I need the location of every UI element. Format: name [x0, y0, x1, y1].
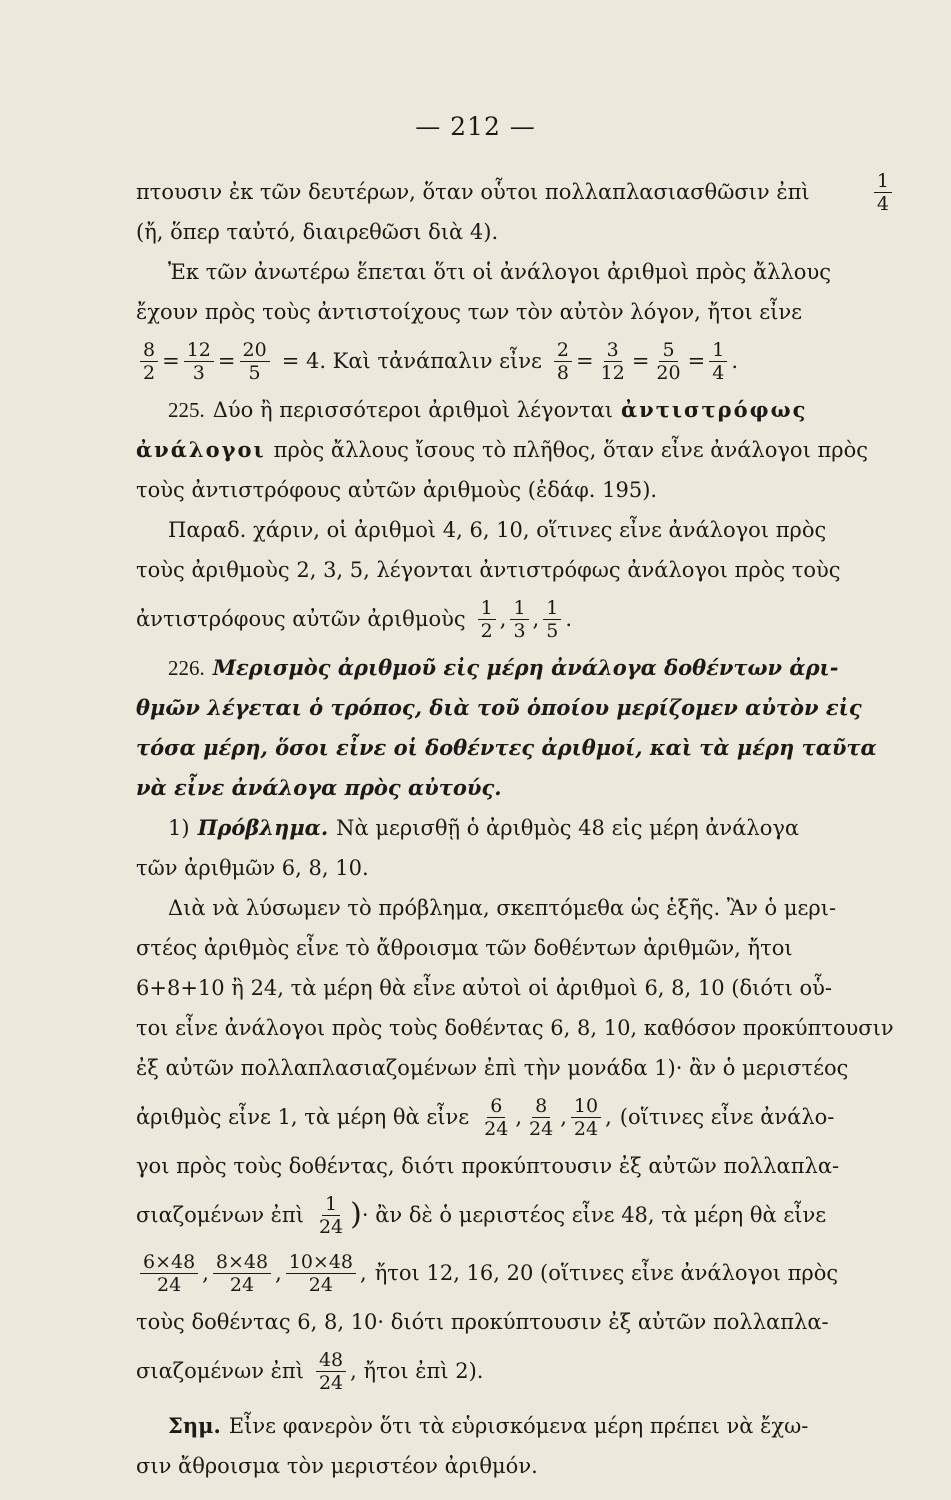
text-line: ἐξ αὐτῶν πολλαπλασιαζομένων ἐπὶ τὴν μονάδα 1)· ἂν ὁ μεριστέος — [136, 1056, 849, 1080]
equation-line: σιαζομένων ἐπὶ $\frac{1}{24}$ ) · ἂν δὲ ὁ μεριστέος εἶνε 48, τὰ μέρη θὰ εἶνε — [136, 1192, 827, 1238]
fraction: $\frac{2}{8}$ — [554, 339, 572, 384]
text-line: Παραδ. χάριν, οἱ ἀριθμοὶ 4, 6, 10, οἵτινες εἶνε ἀνάλογοι πρὸς — [168, 518, 827, 542]
fraction: $\frac{10}{24}$ — [571, 1095, 601, 1140]
fraction: $\frac{48}{24}$ — [316, 1349, 346, 1394]
fraction: $\frac{1}{2}$ — [478, 597, 496, 642]
fraction: $\frac{5}{20}$ — [656, 338, 681, 384]
text-line: τοὺς ἀριθμοὺς 2, 3, 5, λέγονται ἀντιστρόφως ἀνάλογοι πρὸς τοὺς — [136, 558, 841, 582]
text-line: ἔχουν πρὸς τοὺς ἀντιστοίχους των τὸν αὐτὸν λόγον, ἤτοι εἶνε — [136, 300, 803, 324]
text-line: νὰ εἶνε ἀνάλογα πρὸς αὐτούς. — [136, 775, 502, 800]
page-number: — 212 — — [415, 112, 536, 141]
text-line: τοὺς δοθέντας 6, 8, 10· διότι προκύπτουσιν ἐξ αὐτῶν πολλαπλα- — [136, 1310, 829, 1334]
text-line: ἀνάλογοι πρὸς ἄλλους ἴσους τὸ πλῆθος, ὅταν εἶνε ἀνάλογοι πρὸς — [136, 437, 869, 462]
text-line: Διὰ νὰ λύσωμεν τὸ πρόβλημα, σκεπτόμεθα ὡς ἑξῆς. Ἂν ὁ μερι- — [168, 896, 837, 920]
text-line: σιν ἄθροισμα τὸν μεριστέον ἀριθμόν. — [136, 1454, 538, 1478]
problem-heading: 1) Πρόβλημα. Νὰ μερισθῇ ὁ ἀριθμὸς 48 εἰς μέρη ἀνάλογα — [168, 815, 800, 840]
page-body — [136, 169, 896, 1486]
fraction: $\frac{1}{24}$ — [318, 1192, 344, 1238]
text-line: τοι εἶνε ἀνάλογοι πρὸς τοὺς δοθέντας 6, 8, 10, καθόσον προκύπτουσιν — [136, 1016, 894, 1040]
fraction: $\frac{10\times 48}{24}$ — [286, 1251, 356, 1296]
text-line: θμῶν λέγεται ὁ τρόπος, διὰ τοῦ ὁποίου μερίζομεν αὐτὸν εἰς — [136, 695, 862, 720]
text-line: 6+8+10 ἢ 24, τὰ μέρη θὰ εἶνε αὐτοὶ οἱ ἀριθμοὶ 6, 8, 10 (διότι οὗ- — [136, 976, 833, 1000]
line-text: πτουσιν ἐκ τῶν δευτέρων, ὅταν οὗτοι πολλαπλασιασθῶσιν ἐπὶ — [136, 180, 810, 204]
fraction: $\frac{20}{5}$ — [240, 339, 270, 384]
text-line: (ἤ, ὅπερ ταὐτό, διαιρεθῶσι διὰ 4). — [136, 220, 499, 244]
text-line: τόσα μέρη, ὅσοι εἶνε οἱ δοθέντες ἀριθμοί, καὶ τὰ μέρη ταῦτα — [136, 735, 877, 760]
fraction: $\frac{1}{4}$ — [709, 339, 727, 384]
equation-line: σιαζομένων ἐπὶ $\frac{48}{24}$ , ἤτοι ἐπὶ 2). — [136, 1348, 484, 1394]
fraction: $\frac{8}{24}$ — [529, 1094, 554, 1140]
fraction: $\frac{6}{24}$ — [484, 1094, 509, 1140]
text-line: στέος ἀριθμὸς εἶνε τὸ ἄθροισμα τῶν δοθέντων ἀριθμῶν, ἤτοι — [136, 936, 793, 960]
text-line: τῶν ἀριθμῶν 6, 8, 10. — [136, 856, 369, 880]
fraction: $\frac{1}{3}$ — [510, 597, 528, 642]
fraction: $\frac{6\times 48}{24}$ — [140, 1251, 198, 1296]
note: Σημ. Εἶνε φανερὸν ὅτι τὰ εὑρισκόμενα μέρη πρέπει νὰ ἔχω- — [168, 1413, 809, 1438]
section-226: 226. Μερισμὸς ἀριθμοῦ εἰς μέρη ἀνάλογα δοθέντων ἀρι- — [168, 655, 839, 680]
fraction: $\frac{8}{2}$ — [140, 339, 158, 384]
fraction: $\frac{8\times 48}{24}$ — [213, 1251, 271, 1296]
text-line: γοι πρὸς τοὺς δοθέντας, διότι προκύπτουσιν ἐξ αὐτῶν πολλαπλα- — [136, 1154, 840, 1178]
section-225: 225. Δύο ἢ περισσότεροι ἀριθμοὶ λέγονται ἀντιστρόφως — [168, 397, 808, 422]
equation-line: ἀντιστρόφους αὐτῶν ἀριθμοὺς $\frac{1}{2}$ , $\frac{1}{3}$ , $\frac{1}{5}$ . — [136, 596, 572, 642]
equation-line: $\frac{6\times 48}{24}$ , $\frac{8\times 48}{24}$ , $\frac{10\times 48}{24}$ , ἤτοι 12, 16, 20 (οἵτινες εἶνε ἀνάλογοι πρὸς — [136, 1244, 896, 1302]
equation-line: $\frac{8}{2}$ = $\frac{12}{3}$ = $\frac{20}{5}$ = 4. Καὶ τἀνάπαλιν εἶνε $\frac{2}{8}$ = $\frac{3}{12}$ = $\frac{5}{20}$ = $\frac{1}{4}$ . — [136, 332, 896, 390]
fraction: $\frac{1}{4}$ — [874, 170, 892, 215]
fraction: $\frac{12}{3}$ — [184, 339, 214, 384]
fraction: $\frac{3}{12}$ — [600, 338, 625, 384]
text-line: τοὺς ἀντιστρόφους αὐτῶν ἀριθμοὺς (ἐδάφ. 195). — [136, 478, 658, 502]
equation-line: ἀριθμὸς εἶνε 1, τὰ μέρη θὰ εἶνε $\frac{6}{24}$ , $\frac{8}{24}$ , $\frac{10}{24}$ , (οἵτινες εἶνε ἀνάλο- — [136, 1094, 835, 1140]
fraction: $\frac{1}{5}$ — [543, 597, 561, 642]
text-line — [136, 169, 896, 215]
text-line: Ἐκ τῶν ἀνωτέρω ἕπεται ὅτι οἱ ἀνάλογοι ἀριθμοὶ πρὸς ἄλλους — [168, 260, 831, 284]
